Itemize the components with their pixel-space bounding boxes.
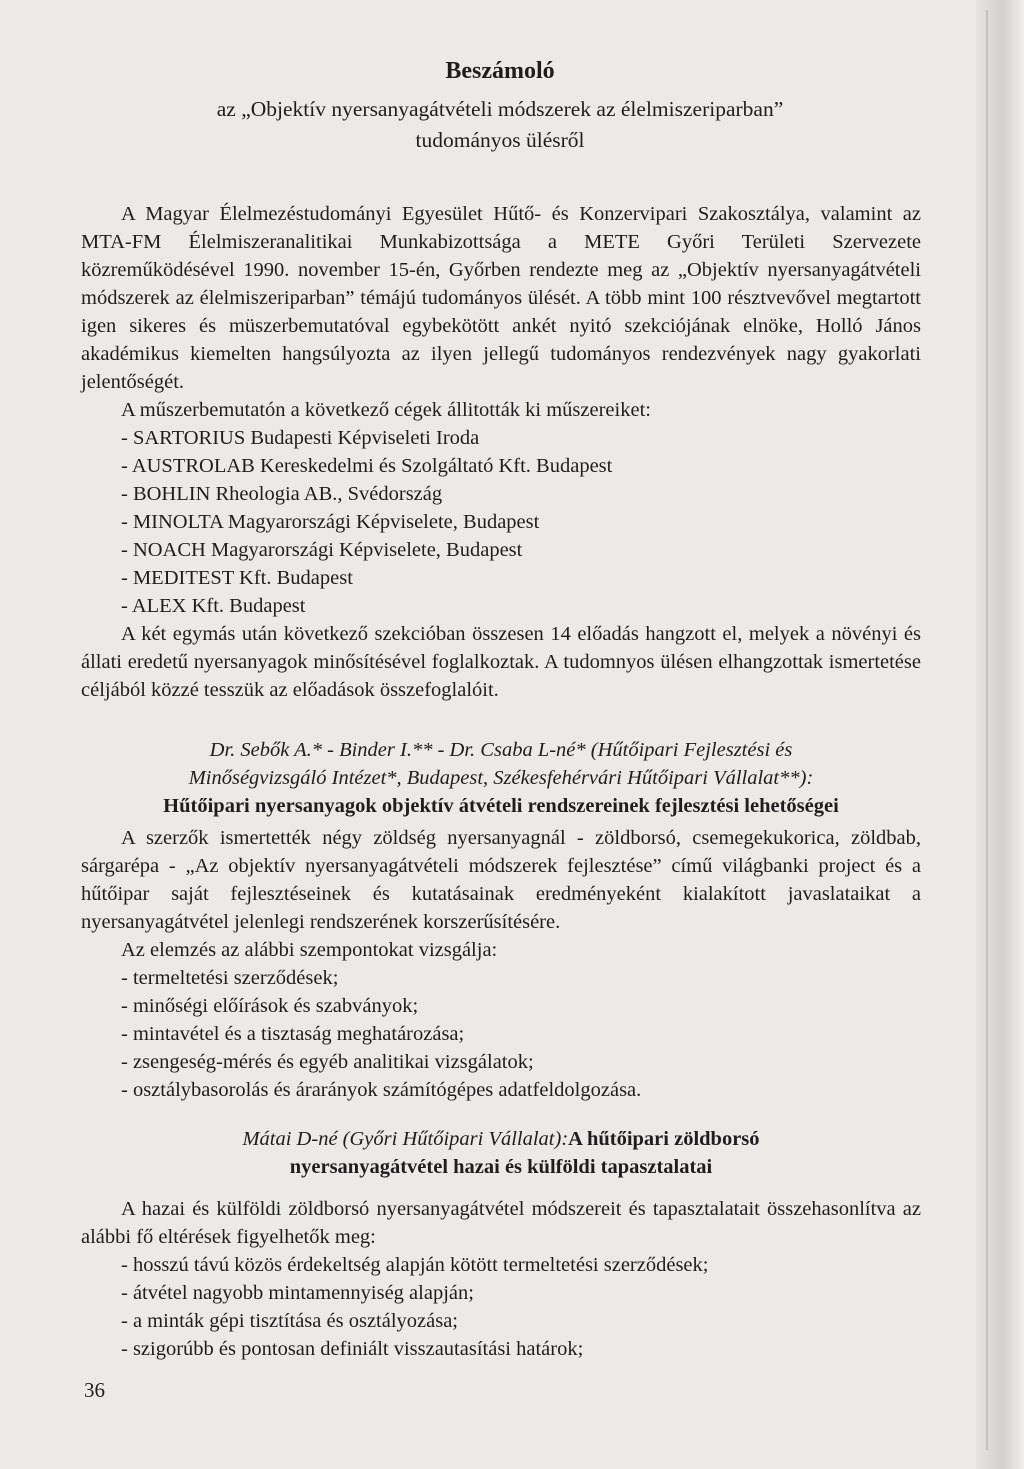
list-item: - MINOLTA Magyarországi Képviselete, Budapest <box>121 511 540 533</box>
subtitle-line-1: az „Objektív nyersanyagátvételi módszerek az élelmiszeriparban” <box>216 97 784 121</box>
report-subtitle <box>0 94 1000 156</box>
list-item: - SARTORIUS Budapesti Képviseleti Iroda <box>121 427 480 449</box>
list-item: - ALEX Kft. Budapest <box>121 595 306 617</box>
intro-paragraph-1: A Magyar Élelmezéstudományi Egyesület Hűtő- és Konzervipari Szakosztálya, valamint az MTA-FM Élelmiszeranalitikai Munkabizottsága a METE Győri Területi Szervezete közreműködésével 1990. november 15-én, Győrben rendezte meg az „Objektív nyersanyagátvételi módszerek az élelmiszeriparban” témájú tudományos ülését. A több mint 100 résztvevővel megtartott igen sikeres és müszerbemutatóval egybekötött ankét nyitó szekciójának elnöke, Holló János akadémikus kiemelten hangsúlyozta az ilyen jellegű tudományos rendezvények nagy gyakorlati jelentőségét. <box>81 203 921 393</box>
list-item: - mintavétel és a tisztaság meghatározása; <box>121 1023 465 1045</box>
list-item: - hosszú távú közös érdekeltség alapján kötött termeltetési szerződések; <box>121 1254 709 1276</box>
list-item: - osztálybasorolás és árarányok számítógépes adatfeldolgozása. <box>121 1079 642 1101</box>
report-title: Beszámoló <box>445 58 555 84</box>
page-binding-edge <box>976 0 1024 1469</box>
lecture-2-differences-list <box>81 1251 921 1363</box>
lecture-1-authors-line-1: Dr. Sebők A.* - Binder I.** - Dr. Csaba L-né* (Hűtőipari Fejlesztési és <box>209 739 793 761</box>
list-item: - BOHLIN Rheologia AB., Svédország <box>121 483 443 505</box>
subtitle-line-2: tudományos ülésről <box>415 128 585 152</box>
list-item: - termeltetési szerződések; <box>121 967 339 989</box>
list-item: - zsengeség-mérés és egyéb analitikai vizsgálatok; <box>121 1051 534 1073</box>
lecture-2-heading <box>81 1125 921 1153</box>
list-item: - MEDITEST Kft. Budapest <box>121 567 353 589</box>
page-fold-line <box>986 10 988 1450</box>
lecture-2-author: Mátai D-né (Győri Hűtőipari Vállalat): <box>242 1128 569 1150</box>
lecture-2-title-part-2: nyersanyagátvétel hazai és külföldi tapasztalatai <box>289 1156 713 1178</box>
page-number: 36 <box>84 1378 105 1402</box>
lecture-2 <box>81 1125 921 1363</box>
intro-section <box>81 200 921 704</box>
list-item: - NOACH Magyarországi Képviselete, Budapest <box>121 539 523 561</box>
list-item: - AUSTROLAB Kereskedelmi és Szolgáltató Kft. Budapest <box>121 455 613 477</box>
lecture-1-title: Hűtőipari nyersanyagok objektív átvételi rendszereinek fejlesztési lehetőségei <box>163 795 839 817</box>
lecture-2-title-part-1: A hűtőipari zöldborsó <box>568 1128 760 1150</box>
exhibitor-list <box>81 424 921 620</box>
intro-paragraph-2: A két egymás után következő szekcióban összesen 14 előadás hangzott el, melyek a növényi és állati eredetű nyersanyagok minősítésével foglalkoztak. A tudomnyos ülésen elhangzottak ismertetése céljából közzé tesszük az előadások összefoglalóit. <box>81 623 921 701</box>
list-item: - a minták gépi tisztítása és osztályozása; <box>121 1310 458 1332</box>
lecture-2-paragraph: A hazai és külföldi zöldborsó nyersanyagátvétel módszereit és tapasztalatait összehasonlítva az alábbi fő eltérések figyelhetők meg: <box>81 1198 921 1248</box>
lecture-1-list-lead: Az elemzés az alábbi szempontokat vizsgálja: <box>121 939 498 961</box>
list-item: - átvétel nagyobb mintamennyiség alapján; <box>121 1282 474 1304</box>
lecture-1-paragraph: A szerzők ismertették négy zöldség nyersanyagnál - zöldborsó, csemegekukorica, zöldbab, sárgarépa - „Az objektív nyersanyagátvételi módszerek fejlesztése” című világbanki project és a hűtőipar saját fejlesztéseinek és kutatásainak eredményeként kialakított javaslataikat a nyersanyagátvétel jelenlegi rendszerének korszerűsítésére. <box>81 827 921 933</box>
list-item: - szigorúbb és pontosan definiált visszautasítási határok; <box>121 1338 584 1360</box>
list-item: - minőségi előírások és szabványok; <box>121 995 419 1017</box>
lecture-1-authors-line-2: Minőségvizsgáló Intézet*, Budapest, Székesfehérvári Hűtőipari Vállalat**): <box>188 767 814 789</box>
exhibitors-lead: A műszerbemutatón a következő cégek állitották ki műszereiket: <box>121 399 651 421</box>
lecture-1 <box>81 736 921 1104</box>
lecture-1-criteria-list <box>81 964 921 1104</box>
